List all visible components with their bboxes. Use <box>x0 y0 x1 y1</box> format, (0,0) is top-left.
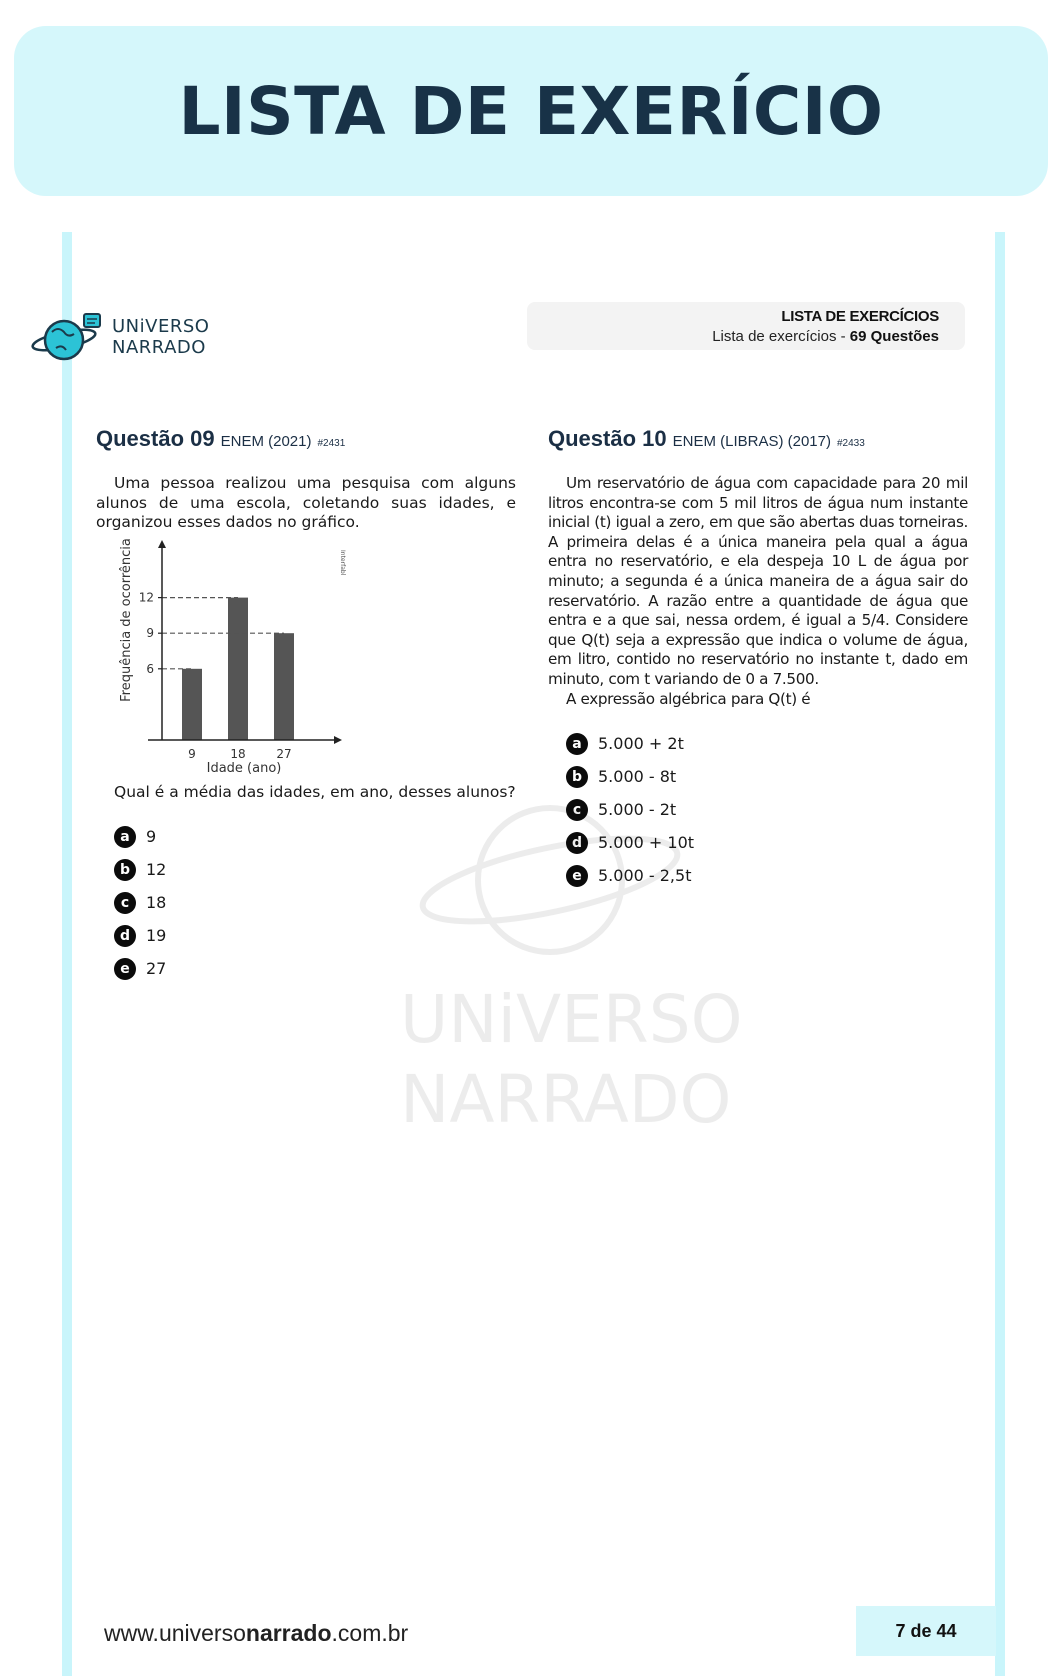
y-tick-label: 12 <box>138 590 154 605</box>
question-10-source: ENEM (LIBRAS) (2017) <box>672 433 831 450</box>
url-suffix: .com.br <box>331 1620 409 1646</box>
option-letter: e <box>114 958 136 980</box>
y-axis-arrow <box>158 540 166 548</box>
title-banner <box>14 26 1048 196</box>
right-border <box>995 232 1005 1676</box>
question-count: 69 Questões <box>849 328 939 345</box>
watermark-line-2: NARRADO <box>400 1061 732 1138</box>
x-axis-arrow <box>334 736 342 744</box>
question-10-prompt: A expressão algébrica para Q(t) é <box>566 689 811 708</box>
question-09-source: ENEM (2021) <box>220 433 312 450</box>
option-text: 19 <box>146 926 167 946</box>
list-header <box>527 302 965 350</box>
option-a[interactable] <box>566 727 968 760</box>
option-text: 5.000 + 10t <box>598 833 695 853</box>
question-09-prompt: Qual é a média das idades, em ano, desses alunos? <box>114 782 516 801</box>
option-letter: a <box>114 826 136 848</box>
age-frequency-chart <box>110 532 350 780</box>
page-title: LISTA DE EXERÍCIO <box>178 72 884 150</box>
option-text: 5.000 - 2,5t <box>598 866 692 886</box>
option-letter: e <box>566 865 588 887</box>
question-09-heading <box>96 426 516 452</box>
y-tick-label: 6 <box>146 661 154 676</box>
question-10-statement: Um reservatório de água com capacidade para 20 mil litros encontra-se com 5 mil litros de água num instante inicial (t) igual a zero, em que são abertas duas torneiras. A primeira delas é a única maneira pela qual a água entra no reservatório, e ela despeja 10 L de água por minuto; a segunda é a única maneira de a água sair do reservatório. A razão entre a quantidade de água que entra e a que sai, nessa ordem, é igual a 5/4. Considere que Q(t) seja a expressão que indica o volume de água, em litro, contido no reservatório no instante t, dado em minuto, com t variando de 0 a 7.500. <box>548 474 968 688</box>
option-letter: b <box>114 859 136 881</box>
brand-logo <box>30 310 210 366</box>
option-letter: c <box>566 799 588 821</box>
option-letter: b <box>566 766 588 788</box>
option-text: 5.000 - 2t <box>598 800 677 820</box>
watermark-text <box>400 980 743 1140</box>
website-link[interactable] <box>104 1620 408 1647</box>
watermark-globe-icon <box>400 780 700 980</box>
bar <box>182 669 202 740</box>
option-text: 5.000 - 8t <box>598 767 677 787</box>
question-09-number: Questão 09 <box>96 426 215 451</box>
option-text: 27 <box>146 959 167 979</box>
bar <box>274 633 294 740</box>
option-letter: d <box>566 832 588 854</box>
logo-text <box>112 316 209 358</box>
option-letter: d <box>114 925 136 947</box>
watermark-line-1: UNiVERSO <box>400 981 743 1058</box>
option-letter: c <box>114 892 136 914</box>
logo-line-2: NARRADO <box>112 337 206 358</box>
left-border <box>62 232 72 1676</box>
chart-svg <box>110 532 350 780</box>
globe-icon <box>30 310 106 366</box>
option-text: 9 <box>146 827 157 847</box>
list-header-prefix: Lista de exercícios - <box>712 328 846 345</box>
option-letter: a <box>566 733 588 755</box>
url-prefix: www.universo <box>104 1620 246 1646</box>
option-text: 12 <box>146 860 167 880</box>
question-09-statement: Uma pessoa realizou uma pesquisa com alguns alunos de uma escola, coletando suas idades, e organizou esses dados no gráfico. <box>96 474 516 532</box>
y-axis-label: Frequência de ocorrência <box>119 538 134 702</box>
list-header-subtitle <box>527 328 939 345</box>
chart-credit: Interfabl <box>339 550 346 576</box>
question-10-number: Questão 10 <box>548 426 667 451</box>
bar <box>228 598 248 740</box>
watermark <box>400 780 743 1140</box>
logo-line-1: UNiVERSO <box>112 316 210 337</box>
page-number: 7 de 44 <box>856 1606 996 1656</box>
y-tick-label: 9 <box>146 626 154 641</box>
question-09-id: #2431 <box>317 438 346 449</box>
option-text: 5.000 + 2t <box>598 734 684 754</box>
question-10-heading <box>548 426 968 452</box>
question-10-id: #2433 <box>837 438 865 449</box>
x-tick-label: 27 <box>276 747 292 761</box>
x-axis-label: Idade (ano) <box>206 761 282 776</box>
x-tick-label: 9 <box>188 747 196 761</box>
list-header-title: LISTA DE EXERCÍCIOS <box>781 308 939 325</box>
x-tick-label: 18 <box>230 747 246 761</box>
option-text: 18 <box>146 893 167 913</box>
url-bold: narrado <box>245 1620 332 1646</box>
